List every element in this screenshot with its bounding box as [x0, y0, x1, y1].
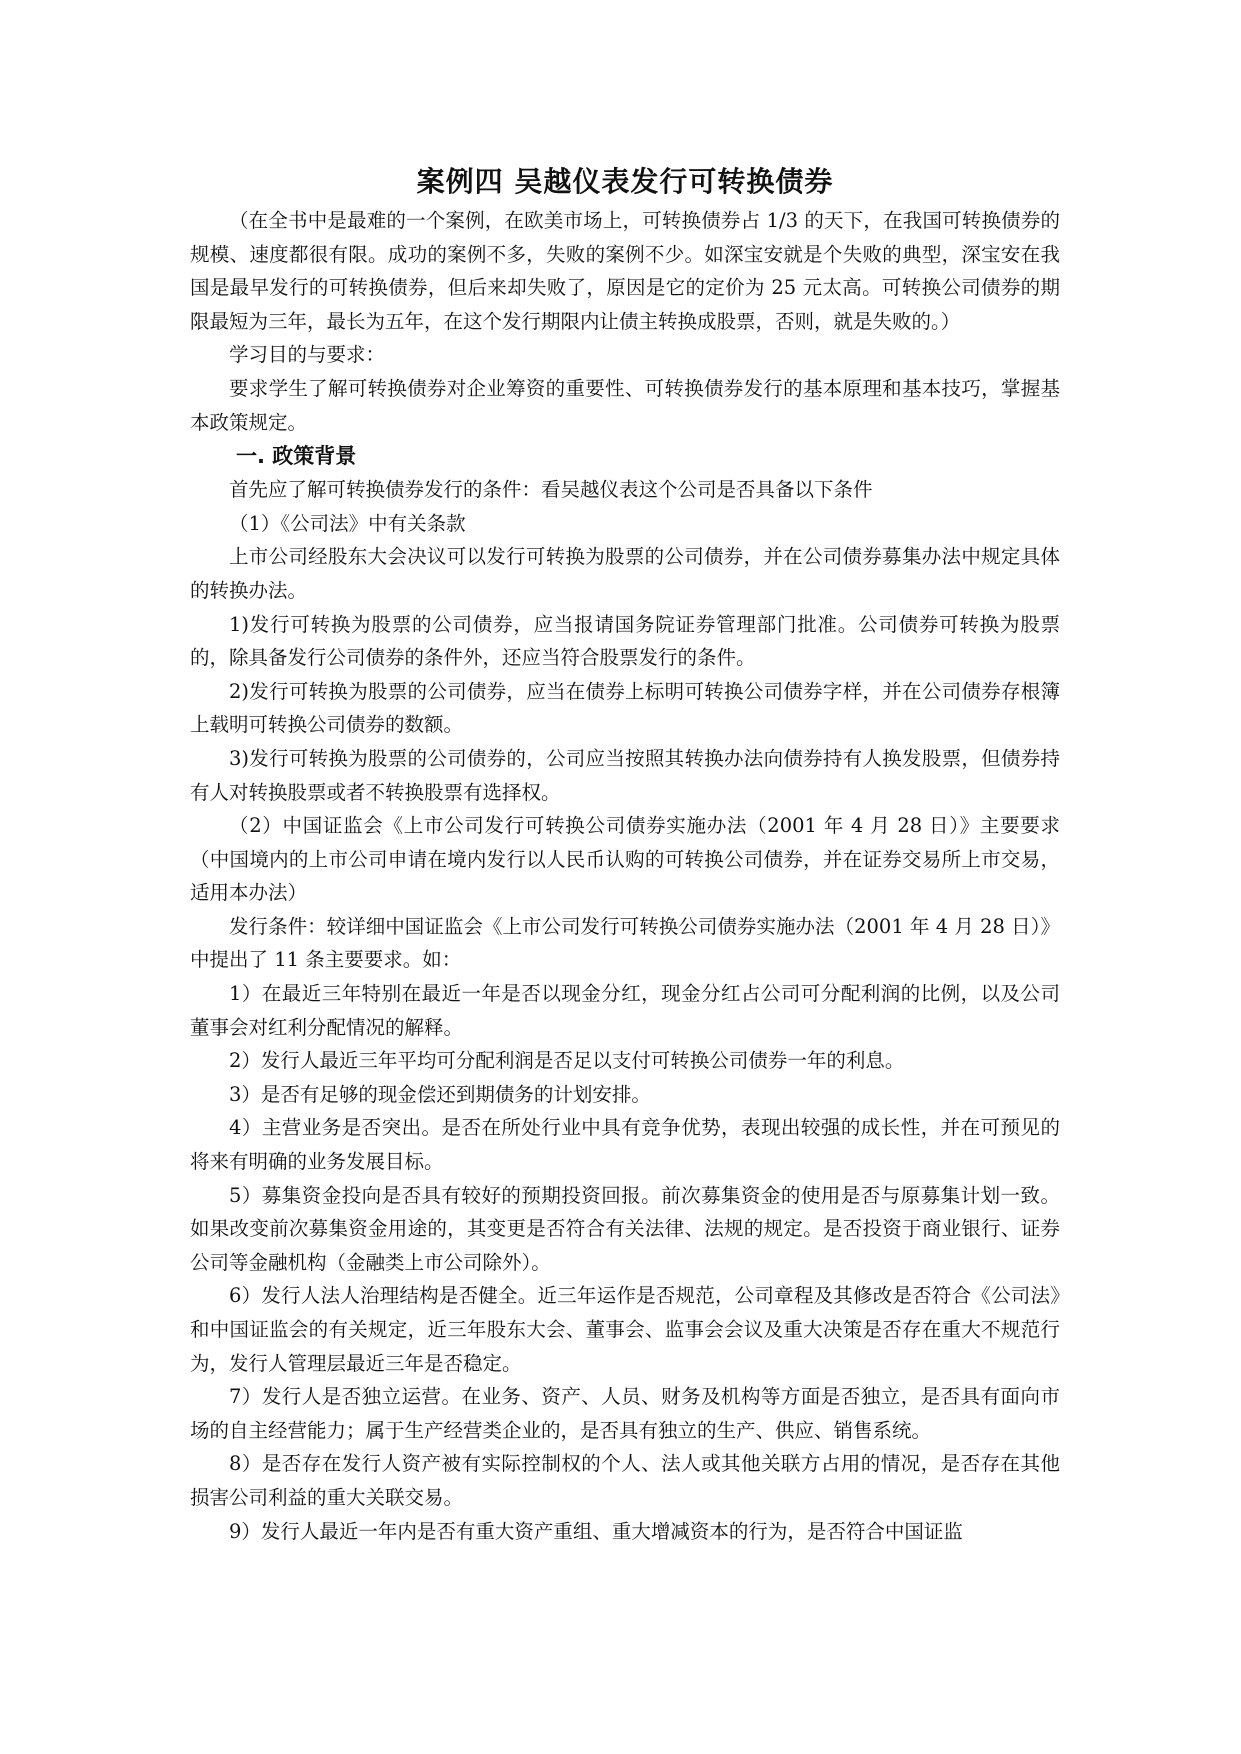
learning-goals-text: 要求学生了解可转换债券对企业筹资的重要性、可转换债券发行的基本原理和基本技巧，掌握基本政策规定。 [190, 376, 1060, 434]
section-paragraph: 9）发行人最近一年内是否有重大资产重组、重大增减资本的行为，是否符合中国证监 [229, 1519, 963, 1543]
section-paragraph: 2）发行人最近三年平均可分配利润是否足以支付可转换公司债券一年的利息。 [229, 1049, 905, 1073]
section-paragraph: （2）中国证监会《上市公司发行可转换公司债券实施办法（2001 年 4 月 28 日）》主要要求 （中国境内的上市公司申请在境内发行以人民币认购的可转换公司债券，并在证券交易所上市交易，适用本办法） [190, 814, 1060, 905]
section-heading: 一. 政策背景 [236, 444, 357, 469]
section-paragraph: 8）是否存在发行人资产被有实际控制权的个人、法人或其他关联方占用的情况，是否存在其他损害公司利益的重大关联交易。 [190, 1452, 1060, 1509]
document-page [190, 160, 1060, 1548]
section-paragraph: 7）发行人是否独立运营。在业务、资产、人员、财务及机构等方面是否独立，是否具有面向市场的自主经营能力；属于生产经营类企业的，是否具有独立的生产、供应、销售系统。 [190, 1385, 1060, 1442]
intro-paragraph: （在全书中是最难的一个案例，在欧美市场上，可转换债券占 1/3 的天下，在我国可转换债券的规模、速度都很有限。成功的案例不多，失败的案例不少。如深宝安就是个失败的典型，深宝安在我国是最早发行的可转换债券，但后来却失败了，原因是它的定价为 25 元太高。可转换公司债券的期限最短为三年，最长为五年，在这个发行期限内让债主转换成股票，否则，就是失败的。） [190, 209, 1060, 333]
section-paragraph: 6）发行人法人治理结构是否健全。近三年运作是否规范，公司章程及其修改是否符合《公司法》和中国证监会的有关规定，近三年股东大会、董事会、监事会会议及重大决策是否存在重大不规范行为，发行人管理层最近三年是否稳定。 [190, 1284, 1060, 1375]
section-paragraph: 2)发行可转换为股票的公司债券，应当在债券上标明可转换公司债券字样，并在公司债券存根簿上载明可转换公司债券的数额。 [190, 679, 1060, 737]
section-paragraph: 5）募集资金投向是否具有较好的预期投资回报。前次募集资金的使用是否与原募集计划一致。如果改变前次募集资金用途的，其变更是否符合有关法律、法规的规定。是否投资于商业银行、证券公司等金融机构（金融类上市公司除外）。 [190, 1183, 1060, 1274]
section-paragraph: 上市公司经股东大会决议可以发行可转换为股票的公司债券，并在公司债券募集办法中规定具体的转换办法。 [190, 545, 1060, 602]
section-paragraph: 4）主营业务是否突出。是否在所处行业中具有竞争优势，表现出较强的成长性，并在可预见的将来有明确的业务发展目标。 [190, 1116, 1060, 1174]
section-paragraph: 1)发行可转换为股票的公司债券，应当报请国务院证券管理部门批准。公司债券可转换为股票的，除具备发行公司债券的条件外，还应当符合股票发行的条件。 [190, 612, 1060, 670]
section-paragraph: 3)发行可转换为股票的公司债券的，公司应当按照其转换办法向债券持有人换发股票，但债券持有人对转换股票或者不转换股票有选择权。 [190, 746, 1060, 804]
section-paragraph: 1）在最近三年特别在最近一年是否以现金分红，现金分红占公司可分配利润的比例，以及公司董事会对红利分配情况的解释。 [190, 982, 1060, 1039]
section-paragraph: 3）是否有足够的现金偿还到期债务的计划安排。 [229, 1082, 651, 1106]
document-title: 案例四 吴越仪表发行可转换债券 [416, 165, 834, 198]
section-paragraph: 首先应了解可转换债券发行的条件：看吴越仪表这个公司是否具备以下条件 [229, 478, 873, 502]
learning-goals-label: 学习目的与要求： [229, 343, 386, 367]
section-paragraph: （1）《公司法》中有关条款 [229, 511, 466, 535]
section-paragraph: 发行条件：较详细中国证监会《上市公司发行可转换公司债券实施办法（2001 年 4 月 28 日）》中提出了 11 条主要要求。如： [190, 914, 1060, 972]
